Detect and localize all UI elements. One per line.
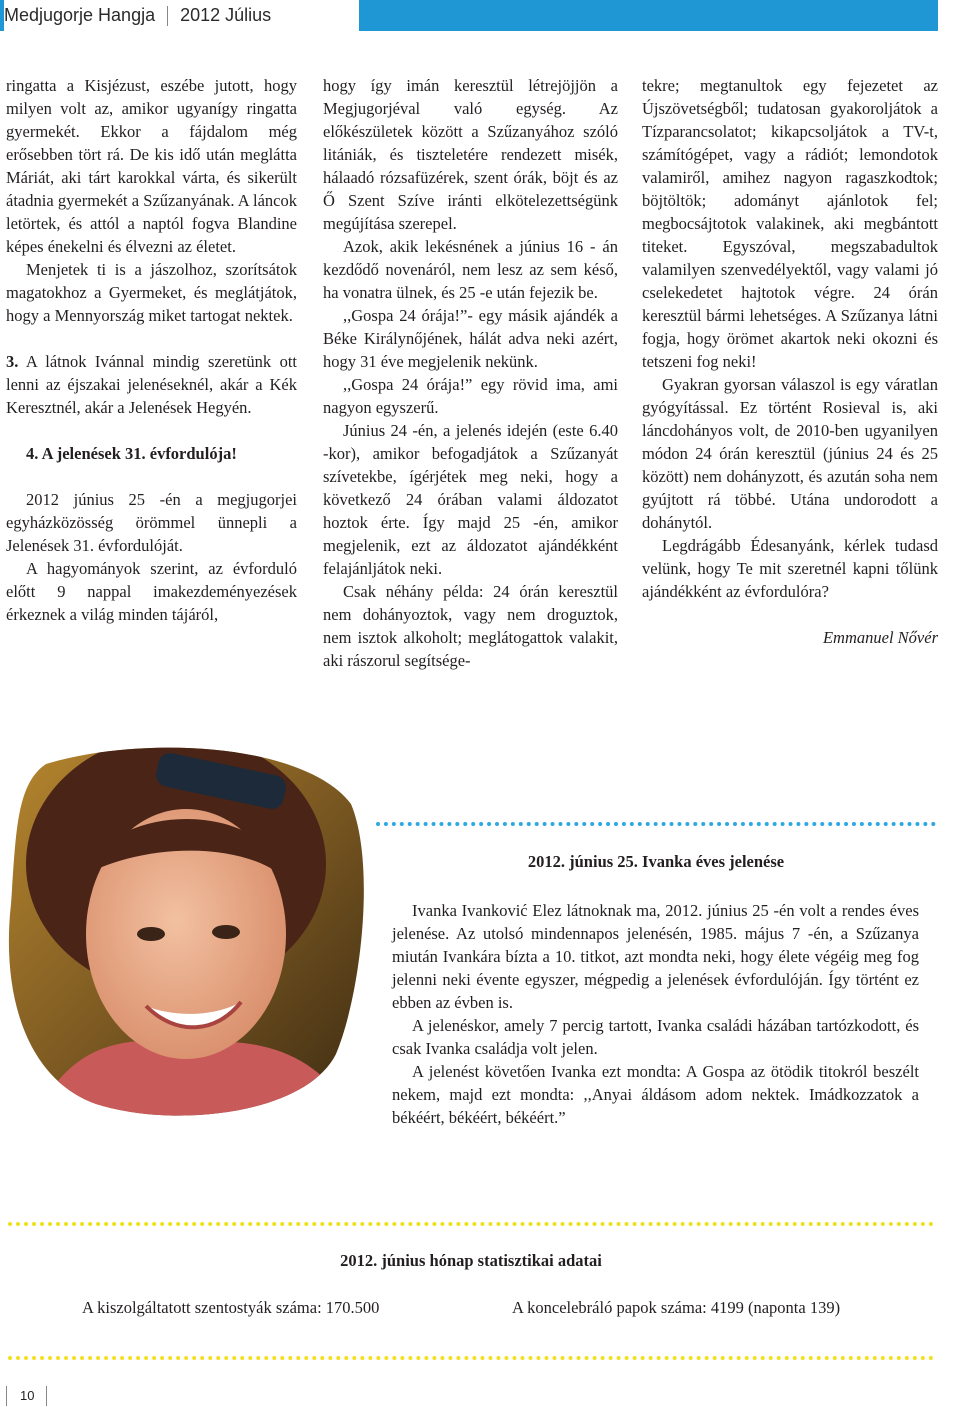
box-paragraph-1: Ivanka Ivanković Elez látnoknak ma, 2012. június 25 -én volt a rendes éves jelenése. Az utolsó mindennapos jelenésén, 1985. május 7 -én, a Szűzanya miután Ivankára bízta a 10. titkot, azt mondta neki, hogy élete végéig meg fog jelenni neki évente egyszer, mégpedig a jelenések évfordulóján. Így történt ez ebben az évben is. bbox=[392, 901, 919, 1012]
author-signature: Emmanuel Nővér bbox=[822, 628, 938, 647]
column-1 bbox=[6, 74, 297, 626]
footer-divider bbox=[46, 1386, 47, 1406]
section-heading: 4. A jelenések 31. évfordulója! bbox=[26, 444, 237, 463]
col3-paragraph-2: Gyakran gyorsan válaszol is egy váratlan gyógyítással. Ez történt Rosieval is, aki láncdohányos volt, de 2010-ben ugyanilyen módon 24 órán keresztül (június 24 és 25 között) nem dohányzott, és azután soha nem gyújtott rá többé. Utána undorodott a dohánytól. bbox=[642, 375, 938, 532]
col3-paragraph-3: Legdrágább Édesanyánk, kérlek tudasd velünk, hogy Te mit szeretnél kapni tőlünk ajándékként az évfordulóra? bbox=[642, 536, 938, 601]
footer-divider bbox=[6, 1386, 7, 1406]
box-body bbox=[392, 899, 919, 1129]
col2-paragraph-5: Június 24 -én, a jelenés idején (este 6.40 -kor), amikor befogadjátok a Szűzanyát szívetekbe, ígérjétek meg neki, hogy a következő 24 órában valami áldozatot hoztok érte. Így majd 25 -én, amikor megjelenik, ezt az áldozatot ajándékként felajánljátok neki. bbox=[323, 421, 618, 578]
page-number: 10 bbox=[20, 1388, 35, 1403]
statistics-box bbox=[8, 1222, 934, 1360]
col2-paragraph-4: ,,Gospa 24 órája!” egy rövid ima, ami nagyon egyszerű. bbox=[323, 375, 618, 417]
col1-paragraph-1: ringatta a Kisjézust, eszébe jutott, hogy milyen volt az, amikor ugyanígy ringatta gyermekét. Ekkor a fájdalom még erősebben tört rá. De kis idő után meglátta Máriát, aki tárt karokkal várta, és sikerült átadnia gyermekét a Szűzanyának. A láncok letörtek, és attól a naptól fogva Blandine képes énekelni és élvezni az életet. bbox=[6, 76, 297, 256]
concelebrating-priests-stat: A koncelebráló papok száma: 4199 (naponta 139) bbox=[512, 1298, 841, 1317]
box-paragraph-3: A jelenést követően Ivanka ezt mondta: A Gospa az ötödik titokról beszélt nekem, majd ezt mondta: ,,Anyai áldásom adom nektek. Imádkozzatok a békéért, békéért, békéért.” bbox=[392, 1062, 919, 1127]
header-title bbox=[4, 0, 359, 31]
publication-name: Medjugorje Hangja bbox=[4, 5, 156, 25]
col1-paragraph-3: 3. A látnok Ivánnal mindig szeretünk ott lenni az éjszakai jelenéseknél, akár a Kék Keresztnél, akár a Jelenések Hegyén. bbox=[6, 352, 297, 417]
col1-paragraph-5: A hagyományok szerint, az évforduló előtt 9 nappal imakezdeményezések érkeznek a világ minden tájáról, bbox=[6, 559, 297, 624]
item-number: 3. bbox=[6, 352, 19, 371]
header-bar bbox=[0, 0, 938, 31]
col1-paragraph-2: Menjetek ti is a jászolhoz, szorítsátok magatokhoz a Gyermeket, és meglátjátok, hogy a Mennyország miket tartogat nektek. bbox=[6, 260, 297, 325]
col2-paragraph-3: ,,Gospa 24 órája!”- egy másik ajándék a Béke Királynőjének, hálát adva neki azért, hogy 31 éve megjelenik nekünk. bbox=[323, 306, 618, 371]
box-title: 2012. június 25. Ivanka éves jelenése bbox=[527, 852, 785, 871]
hosts-distributed-stat: A kiszolgáltatott szentostyák száma: 170.500 bbox=[82, 1298, 380, 1317]
col2-paragraph-1: hogy így imán keresztül létrejöjjön a Megjugorjéval való egység. Az előkészületek között a Szűzanyához szóló litániák, és tiszteletére rendezett misék, hálaadó rózsafüzérek, szent órák, böjt és az Ő Szent Szíve iránti elkötelezettségünk megújítása szerepel. bbox=[323, 76, 618, 233]
column-2 bbox=[323, 74, 618, 672]
statistics-title: 2012. június hónap statisztikai adatai bbox=[340, 1251, 602, 1270]
col3-paragraph-1: tekre; megtanultok egy fejezetet az Újszövetségből; tudatosan gyakoroljátok a Tízparancsolatot; kikapcsoljátok a TV-t, számítógépet, vagy a rádiót; lemondotok valamiről, amihez nagyon ragaszkodtok; böjtöltök; adományt ajánlotok fel; megbocsájtotok valakinek, aki megbántott titeket. Egyszóval, megszabadultok valamilyen szenvedélyektől, vagy valami jó cselekedetet hajtotok végre. 24 órán keresztül bármi lehetséges. A Szűzanya látni fogja, hogy örömet akartok neki okozni és tetszeni fog neki! bbox=[642, 76, 938, 371]
issue-date: 2012 Július bbox=[180, 5, 272, 25]
portrait-photo bbox=[6, 744, 368, 1120]
col2-paragraph-2: Azok, akik lekésnének a június 16 - án kezdődő novenáról, nem lesz az sem késő, ha vonatra ülnek, és 25 -e után fejezik be. bbox=[323, 237, 618, 302]
col1-paragraph-4: 2012 június 25 -én a megjugorjei egyházközösség örömmel ünnepli a Jelenések 31. évfordulóját. bbox=[6, 490, 297, 555]
col2-paragraph-6: Csak néhány példa: 24 órán keresztül nem dohányoztok, vagy nem droguztok, nem isztok alkoholt; meglátogattok valakit, aki rászorul segítsége- bbox=[323, 582, 618, 670]
ivanka-apparition-box bbox=[376, 822, 936, 1144]
header-divider bbox=[167, 6, 168, 26]
column-3 bbox=[642, 74, 938, 649]
box-paragraph-2: A jelenéskor, amely 7 percig tartott, Ivanka családi házában tartózkodott, és csak Ivanka családja volt jelen. bbox=[392, 1016, 919, 1058]
